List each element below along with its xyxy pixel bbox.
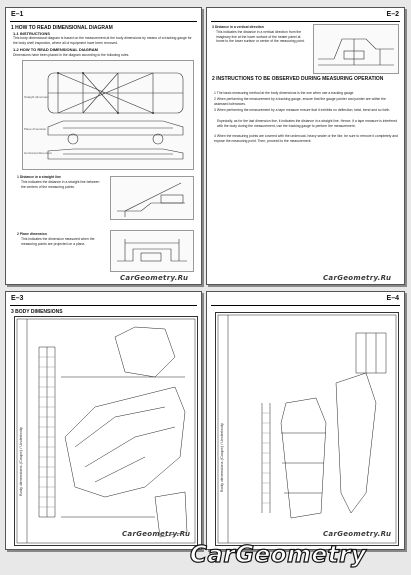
body-dimension-figure — [14, 316, 198, 546]
header-rule — [10, 305, 197, 306]
vertical-distance-drawing — [314, 25, 398, 73]
rule-text: Dimensions have been placed in the diagram according to the following rules. — [13, 53, 130, 57]
underbody-dimension-drawing — [216, 313, 398, 545]
intro-text: This body dimensional diagram is based on the measurement at the body dimensions by means of a tracking gauge for the body shell inspection, where all of equipment have been removed. — [13, 36, 192, 45]
body-dimension-drawing — [15, 317, 197, 545]
plane-dimension-text: This indicates the dimension measured when the measuring points are projected on a plane. — [21, 237, 95, 246]
figure-label-horizontal: Horizontal dimension — [24, 151, 53, 155]
instruction-1: 1 The basic measuring method at the body dimensions is the one when use a tracking gauge. — [214, 91, 355, 95]
header-rule — [211, 21, 400, 22]
dimension-example-figure — [22, 60, 194, 170]
manual-page-e3 — [5, 291, 202, 550]
vertical-distance-figure — [313, 24, 399, 74]
figure-label-straight: Straight dimension — [24, 95, 49, 99]
figure-label-plane: Plane dimension — [24, 127, 47, 131]
instruction-4: 4 When the measuring points are covered with the undercoat, heavy sealer or the like, be sure to remove it completely and expose the measuring point. Then, proceed to the measurement. — [214, 134, 398, 143]
vertical-distance-text: This indicates the distance in a vertical direction from the imaginary line at the lower surface of the heater panel at home to the lower surface or center of the measuring point. — [216, 30, 305, 44]
header-rule — [10, 21, 197, 22]
manual-page-e2 — [206, 7, 405, 285]
instruction-3b: Especially, as for the last dimension line, it indicates the distance in a straight line. Hence, if a tape measure is interfered with the body during the measurement, use the tracking gauge to perform the measurement. — [217, 119, 398, 128]
watermark: CarGeometry.Ru — [120, 274, 189, 282]
cargeometry-logo: CarGeometry — [190, 542, 367, 568]
page-number: E–4 — [386, 295, 399, 302]
vertical-distance-title: 3 Distance in a vertical direction — [212, 25, 264, 29]
plane-dimension-title: 2 Plane dimension — [17, 232, 47, 236]
side-label: Body dimensions (Coupe) / Underbody — [18, 427, 23, 496]
manual-page-e4 — [206, 291, 405, 550]
straight-distance-title: 1 Distance in a straight line — [17, 175, 61, 179]
plane-dimension-figure — [110, 230, 194, 272]
page-number: E–3 — [11, 295, 24, 302]
section-title: 3 BODY DIMENSIONS — [11, 309, 63, 315]
straight-distance-figure — [110, 176, 194, 220]
plane-dimension-drawing — [111, 231, 193, 271]
side-label: Body dimensions (Coupe) / Underbody — [219, 423, 224, 492]
header-rule — [211, 305, 400, 306]
straight-distance-drawing — [111, 177, 193, 219]
watermark: CarGeometry.Ru — [122, 530, 191, 538]
watermark: CarGeometry.Ru — [323, 530, 392, 538]
section-title: 2 INSTRUCTIONS TO BE OBSERVED DURING MEASURING OPERATION — [212, 76, 384, 82]
watermark: CarGeometry.Ru — [323, 274, 392, 282]
subsection-title-2: 1-2 HOW TO READ DIMENSIONAL DIAGRAM — [13, 47, 98, 52]
subsection-title: 1-1 INSTRUCTIONS — [13, 31, 50, 36]
page-number: E–1 — [11, 11, 24, 18]
instruction-2: 2 When performing the measurement by a tracking gauge, ensure that the gauge pointer and pointer are within the assessed tolerances. — [214, 97, 386, 106]
straight-distance-text: This indicates the distance in a straight line between the centers of the measuring points. — [21, 180, 100, 189]
instruction-3: 3 When performing the measurement by a tape measure ensure that it exhibits no deflection, twist, bend and so forth. — [214, 108, 391, 112]
underbody-dimension-figure — [215, 312, 399, 546]
section-title: 1 HOW TO READ DIMENSIONAL DIAGRAM — [11, 25, 113, 31]
manual-page-e1 — [5, 7, 202, 285]
page-number: E–2 — [386, 11, 399, 18]
